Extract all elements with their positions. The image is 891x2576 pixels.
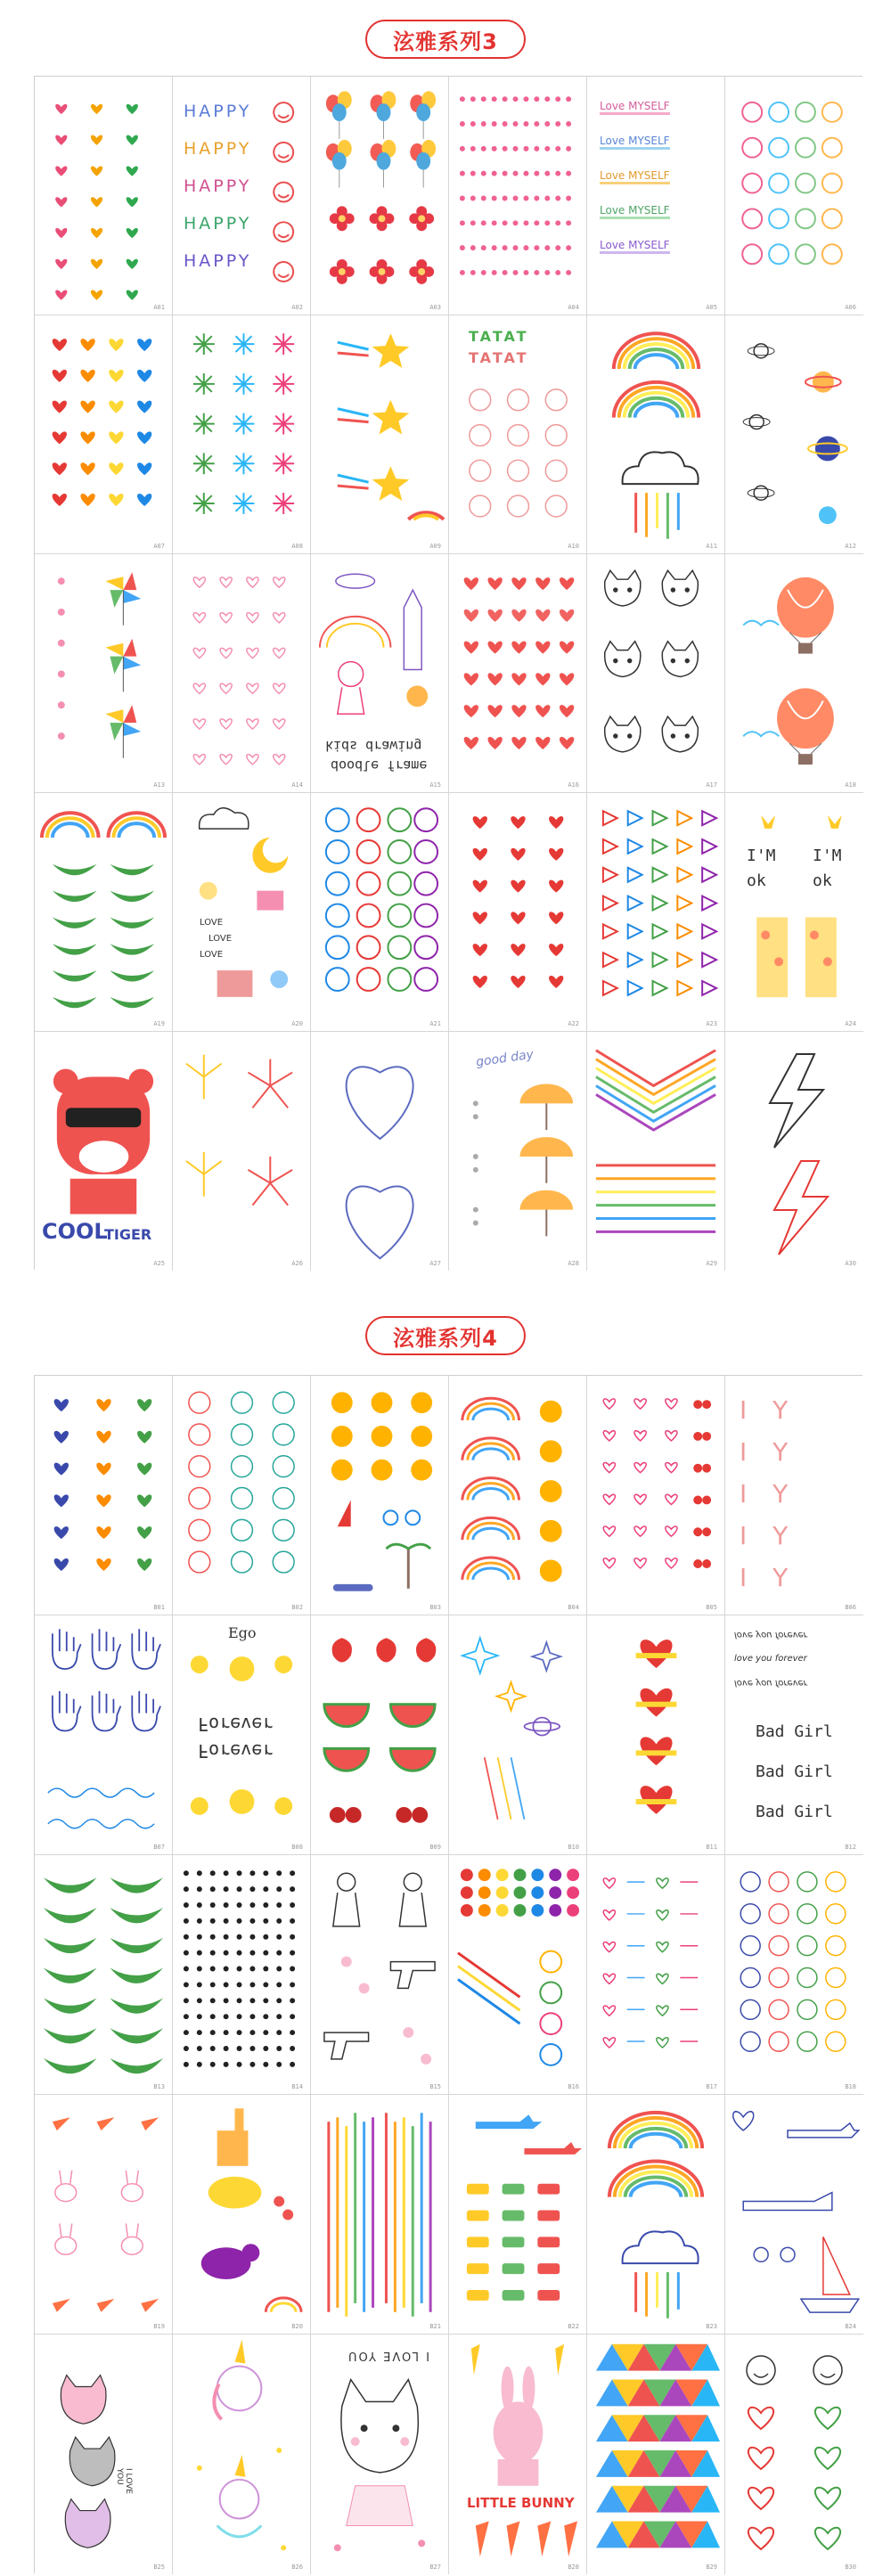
- i-love-you-text: I LOVE YOU: [115, 2468, 133, 2494]
- love-myself-column: [600, 100, 670, 254]
- sheet-code: A07: [153, 543, 165, 550]
- cloud-moon-icon: [173, 793, 310, 1031]
- cloud-icon: [623, 452, 699, 484]
- sticker-sheet-color-hearts-b[interactable]: [35, 1376, 173, 1615]
- sheet-code: A14: [291, 781, 303, 789]
- sticker-sheet-bad-girl[interactable]: [725, 1615, 863, 1855]
- i-love-you-text: I LOVE YOU: [347, 2349, 429, 2362]
- sticker-sheet-i-love-you[interactable]: [725, 1376, 863, 1615]
- sheet-code: A22: [568, 1020, 579, 1027]
- sticker-sheet-guns-hearts[interactable]: [311, 1855, 449, 2095]
- cherry-icon: [587, 1376, 724, 1615]
- love-you-forever-text: love you forever: [734, 1654, 807, 1664]
- cool-text: COOL: [42, 1219, 108, 1244]
- sticker-sheet-little-bunny[interactable]: [449, 2335, 587, 2574]
- sheet-code: A13: [153, 781, 165, 789]
- sheet-code: B22: [568, 2323, 579, 2330]
- bad-girl-column: [756, 1722, 833, 1821]
- series-4-title: 泫雅系列4: [365, 1316, 526, 1355]
- sticker-sheet-rainbow-moons[interactable]: [35, 793, 173, 1032]
- love-text: LOVE: [208, 934, 233, 944]
- sticker-sheet-color-triangles[interactable]: [587, 2335, 725, 2574]
- pinwheel-icon: [35, 554, 172, 792]
- sheet-code: A19: [153, 1020, 165, 1027]
- sticker-sheet-pinwheels[interactable]: [35, 554, 173, 793]
- star-icon: [449, 1615, 586, 1854]
- sheet-code: B12: [845, 1844, 856, 1851]
- series-3-sheet-grid: [34, 76, 862, 1270]
- giraffe-icon: [725, 793, 863, 1031]
- triangle-icon: [587, 2335, 724, 2574]
- cloud-icon: [623, 2231, 699, 2263]
- little-bunny-text: LITTLE BUNNY: [467, 2495, 575, 2511]
- sticker-sheet-unicorns[interactable]: [173, 2335, 311, 2574]
- face-outline-icon: [725, 1855, 863, 2094]
- sheet-code: B27: [429, 2564, 441, 2571]
- happy-text: HAPPY: [184, 139, 252, 159]
- sticker-sheet-happy[interactable]: [173, 77, 311, 315]
- sheet-code: A25: [153, 1260, 165, 1267]
- firework-icon: [173, 1032, 310, 1271]
- sticker-sheet-faces-hearts[interactable]: [725, 2335, 863, 2574]
- love-myself-text: Love MYSELF: [600, 135, 670, 150]
- smiley-heart-icon: [725, 77, 863, 315]
- sticker-sheet-color-hearts[interactable]: [35, 315, 173, 554]
- tiger-text: TIGER: [104, 1226, 152, 1243]
- sheet-code: B20: [291, 2323, 303, 2330]
- sheet-code: B21: [429, 2323, 441, 2330]
- sticker-sheet-dot-lines[interactable]: [449, 77, 587, 315]
- sticker-sheet-triangles[interactable]: [587, 793, 725, 1032]
- sticker-sheet-space-stars[interactable]: [449, 1615, 587, 1855]
- doodle-icon: [311, 554, 448, 792]
- moon-smile-icon: [35, 793, 172, 1031]
- sticker-sheet-rainbows-weather[interactable]: [449, 1376, 587, 1615]
- heart-outline-icon: [173, 554, 310, 792]
- iy-column: [740, 1395, 797, 1592]
- sheet-code: A06: [845, 304, 856, 311]
- sheet-code: A20: [291, 1020, 303, 1027]
- color-dot-icon: [449, 1855, 586, 2094]
- cat-icon: [35, 2335, 172, 2574]
- airplane-icon: [449, 2095, 586, 2334]
- balloon-icon: [311, 77, 448, 315]
- sheet-code: B16: [568, 2083, 579, 2090]
- ok-text: ok: [747, 871, 766, 890]
- sticker-sheet-love-doodles[interactable]: [173, 793, 311, 1032]
- love-you-forever-text: love you forever: [734, 1678, 807, 1688]
- triangle-icon: [587, 793, 724, 1031]
- sheet-code: B11: [706, 1844, 717, 1851]
- iy-text: I Y: [740, 1521, 797, 1550]
- sticker-sheet-suns-palms[interactable]: [311, 1376, 449, 1615]
- sticker-sheet-fireworks[interactable]: [173, 1032, 311, 1271]
- bunny-icon: [35, 2095, 172, 2334]
- sheet-code: A09: [429, 543, 441, 550]
- sheet-code: B06: [845, 1604, 856, 1611]
- sheet-code: A01: [153, 304, 165, 311]
- sheet-code: A16: [568, 781, 579, 789]
- rainbow-icon: [449, 1376, 586, 1615]
- sheet-code: B26: [291, 2564, 303, 2571]
- sheet-code: B10: [568, 1844, 579, 1851]
- face-heart-icon: [725, 2335, 863, 2574]
- sheet-code: A24: [845, 1020, 856, 1027]
- planet-icon: [725, 315, 863, 553]
- sticker-sheet-rainbow-hearts[interactable]: [449, 554, 587, 793]
- sticker-sheet-animals-rainbow[interactable]: [173, 2095, 311, 2335]
- star-icon: [311, 315, 448, 553]
- sticker-sheet-chevron-lines[interactable]: [587, 1032, 725, 1271]
- happy-text-column: [184, 102, 251, 271]
- sheet-code: A27: [429, 1260, 441, 1267]
- bad-girl-text: Bad Girl: [756, 1803, 833, 1821]
- hand-icon: [35, 1615, 172, 1854]
- sticker-sheet-kitty[interactable]: [311, 2335, 449, 2574]
- sticker-sheet-ego-forever[interactable]: [173, 1615, 311, 1855]
- umbrella-icon: [449, 1032, 586, 1271]
- sheet-code: B14: [291, 2083, 303, 2090]
- sheet-code: B19: [153, 2323, 165, 2330]
- sticker-sheet-planets[interactable]: [725, 315, 863, 554]
- sticker-sheet-hands[interactable]: [35, 1615, 173, 1855]
- sticker-sheet-cats[interactable]: [587, 554, 725, 793]
- hot-air-balloon-icon: [725, 554, 863, 792]
- love-myself-text: Love MYSELF: [600, 239, 670, 254]
- sun-icon: [311, 1376, 448, 1615]
- emoji-face-icon: [311, 793, 448, 1031]
- sheet-code: B03: [429, 1604, 441, 1611]
- sticker-sheet-emoji-faces[interactable]: [311, 793, 449, 1032]
- love-myself-text: Love MYSELF: [600, 169, 670, 184]
- happy-text: HAPPY: [184, 102, 252, 121]
- sheet-code: A28: [568, 1260, 579, 1267]
- sticker-sheet-rainbow-cloud[interactable]: [587, 315, 725, 554]
- sticker-sheet-cats-b[interactable]: [35, 2335, 173, 2574]
- sheet-code: B09: [429, 1844, 441, 1851]
- love-text: LOVE: [200, 950, 224, 960]
- heart-frame-icon: [311, 1032, 448, 1271]
- forever-text: Forever: [198, 1713, 274, 1735]
- sheet-code: A08: [291, 543, 303, 550]
- forever-text: Forever: [198, 1740, 274, 1762]
- revolver-icon: [311, 1855, 448, 2094]
- heart-icon: [449, 793, 586, 1031]
- sticker-sheet-heart-arrows[interactable]: [587, 1855, 725, 2095]
- sheet-code: A10: [568, 543, 579, 550]
- sticker-sheet-travel[interactable]: [725, 2095, 863, 2335]
- sticker-sheet-umbrellas[interactable]: [449, 1032, 587, 1271]
- series-4-section: [0, 1296, 891, 2576]
- rainbow-icon: [587, 2095, 724, 2334]
- sheet-code: B08: [291, 1844, 303, 1851]
- im-text: I'M: [813, 846, 842, 865]
- sticker-sheet-color-moons[interactable]: [35, 1855, 173, 2095]
- love-you-forever-text: love you forever: [734, 1630, 807, 1640]
- bad-girl-text: Bad Girl: [756, 1762, 833, 1781]
- series-3-title: 泫雅系列3: [365, 20, 526, 59]
- dots-icon: [449, 77, 586, 315]
- sheet-code: A04: [568, 304, 579, 311]
- tatat-text: TATAT: [469, 349, 529, 366]
- striped-heart-icon: [587, 1615, 724, 1854]
- rainbow-icon: [587, 315, 724, 553]
- sticker-sheet-heart-frames[interactable]: [311, 1032, 449, 1271]
- sheet-code: B29: [706, 2564, 717, 2571]
- series-4-sheet-grid: [34, 1375, 862, 2573]
- animal-icon: [173, 2095, 310, 2334]
- sheet-code: B18: [845, 2083, 856, 2090]
- face-outline-icon: [173, 1376, 310, 1615]
- sticker-sheet-cute-faces[interactable]: [725, 1855, 863, 2095]
- sticker-sheet-red-hearts[interactable]: [449, 793, 587, 1032]
- sheet-code: A05: [706, 304, 717, 311]
- sheet-code: B01: [153, 1604, 165, 1611]
- ok-text: ok: [813, 871, 832, 890]
- sticker-sheet-planes-cars[interactable]: [449, 2095, 587, 2335]
- sticker-sheet-hot-air-balloons[interactable]: [725, 554, 863, 793]
- sheet-code: B17: [706, 2083, 717, 2090]
- happy-text: HAPPY: [184, 214, 252, 233]
- sticker-sheet-lightning[interactable]: [725, 1032, 863, 1271]
- sheet-code: B13: [153, 2083, 165, 2090]
- doodle-frame-text: doodle frame: [331, 757, 428, 773]
- sheet-code: A21: [429, 1020, 441, 1027]
- happy-text: HAPPY: [184, 176, 252, 196]
- sticker-sheet-bunnies-carrots[interactable]: [35, 2095, 173, 2335]
- bunny-icon: [449, 2335, 586, 2574]
- sticker-sheet-outline-hearts[interactable]: [173, 554, 311, 793]
- sticker-sheet-balloons-flowers[interactable]: [311, 77, 449, 315]
- cat-icon: [587, 554, 724, 792]
- bad-girl-text: Bad Girl: [756, 1722, 833, 1741]
- iy-text: I Y: [740, 1563, 797, 1592]
- iy-text: I Y: [740, 1479, 797, 1509]
- heart-outline-icon: [587, 1855, 724, 2094]
- sticker-sheet-vertical-lines[interactable]: [311, 2095, 449, 2335]
- heart-icon: [35, 1376, 172, 1615]
- sticker-sheet-heart-smileys[interactable]: [725, 77, 863, 315]
- stripes-icon: [587, 1032, 724, 1271]
- moon-smile-icon: [35, 1855, 172, 2094]
- good-day-text: good day: [475, 1047, 535, 1070]
- love-myself-text: Love MYSELF: [600, 204, 670, 219]
- sticker-sheet-cool-tiger[interactable]: [35, 1032, 173, 1271]
- sticker-sheet-outline-faces[interactable]: [173, 1376, 311, 1615]
- sticker-sheet-love-myself[interactable]: [587, 77, 725, 315]
- sheet-code: A03: [429, 304, 441, 311]
- sheet-code: B30: [845, 2564, 856, 2571]
- sheet-code: A30: [845, 1260, 856, 1267]
- lightning-icon: [725, 1032, 863, 1271]
- sheet-code: A15: [429, 781, 441, 789]
- sheet-code: B15: [429, 2083, 441, 2090]
- sticker-sheet-tatat[interactable]: [449, 315, 587, 554]
- sheet-code: B05: [706, 1604, 717, 1611]
- sticker-sheet-black-dots[interactable]: [173, 1855, 311, 2095]
- happy-text: HAPPY: [184, 251, 252, 271]
- sheet-code: B28: [568, 2564, 579, 2571]
- sheet-code: A26: [291, 1260, 303, 1267]
- sailboat-icon: [725, 2095, 863, 2334]
- sheet-code: B07: [153, 1844, 165, 1851]
- series-3-section: [0, 0, 891, 1274]
- kids-drawing-text: kids drawing: [325, 738, 422, 754]
- hearts-icon: [35, 77, 172, 315]
- heart-icon: [35, 315, 172, 553]
- sheet-code: A18: [845, 781, 856, 789]
- sheet-code: B23: [706, 2323, 717, 2330]
- cat-icon: [311, 2335, 448, 2574]
- im-text: I'M: [747, 846, 776, 865]
- love-text: LOVE: [200, 918, 224, 928]
- sheet-code: A02: [291, 304, 303, 311]
- sticker-sheet-dots-smileys[interactable]: [449, 1855, 587, 2095]
- sheet-code: A11: [706, 543, 717, 550]
- sticker-sheet-snowflakes[interactable]: [173, 315, 311, 554]
- ego-text: Ego: [228, 1624, 257, 1641]
- sheet-code: B25: [153, 2564, 165, 2571]
- iy-text: I Y: [740, 1437, 797, 1467]
- sticker-sheet-im-ok[interactable]: [725, 793, 863, 1032]
- heart-icon: [449, 554, 586, 792]
- unicorn-icon: [173, 2335, 310, 2574]
- dot-grid-icon: [173, 1855, 310, 2094]
- sheet-code: B02: [291, 1604, 303, 1611]
- sheet-code: A12: [845, 543, 856, 550]
- sheet-code: A17: [706, 781, 717, 789]
- sticker-sheet-hearts[interactable]: [35, 77, 173, 315]
- tatat-text: TATAT: [469, 328, 529, 345]
- stripes-icon: [311, 2095, 448, 2334]
- iy-text: I Y: [740, 1395, 797, 1425]
- love-you-forever-column: [734, 1630, 807, 1688]
- sticker-sheet-striped-hearts[interactable]: [587, 1615, 725, 1855]
- sheet-code: B24: [845, 2323, 856, 2330]
- sticker-sheet-shooting-stars[interactable]: [311, 315, 449, 554]
- sticker-sheet-hearts-cherries[interactable]: [587, 1376, 725, 1615]
- fruit-icon: [311, 1615, 448, 1854]
- sheet-code: B04: [568, 1604, 579, 1611]
- sheet-code: A29: [706, 1260, 717, 1267]
- smiley-icon: [173, 1615, 310, 1854]
- sheet-code: A23: [706, 1020, 717, 1027]
- love-myself-text: Love MYSELF: [600, 100, 670, 115]
- sticker-sheet-fruits[interactable]: [311, 1615, 449, 1855]
- sticker-sheet-kids-drawing[interactable]: [311, 554, 449, 793]
- sticker-sheet-rainbow-cloud-b[interactable]: [587, 2095, 725, 2335]
- snowflake-icon: [173, 315, 310, 553]
